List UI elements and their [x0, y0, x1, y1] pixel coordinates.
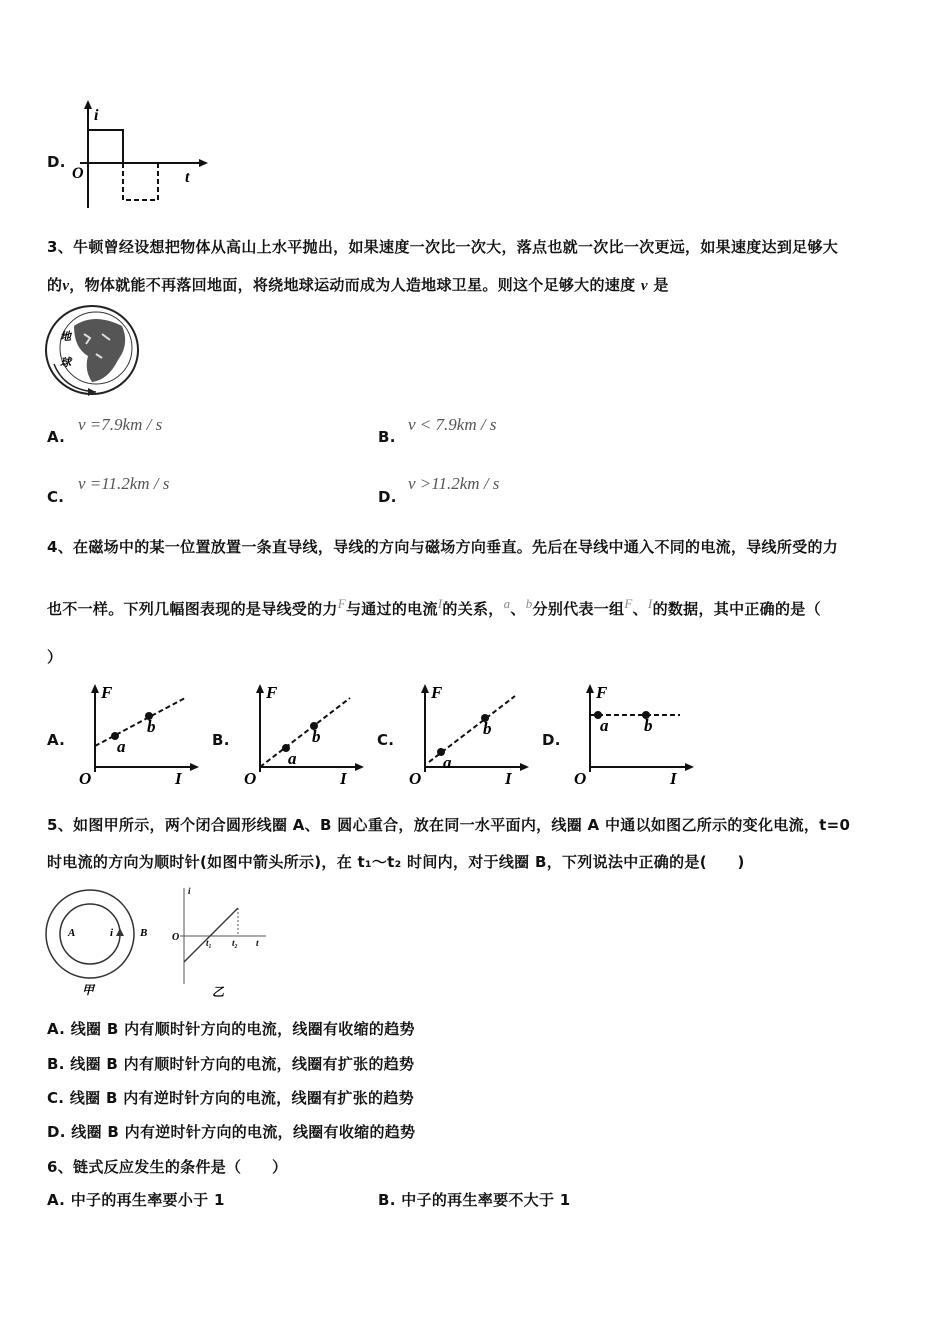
q2-option-d-label: D. — [47, 153, 66, 171]
q3-text-line2: 的v，物体就能不再落回地面，将绕地球运动而成为人造地球卫星。则这个足够大的速度 v 是 — [47, 276, 669, 294]
svg-text:甲: 甲 — [82, 983, 95, 997]
q5-figure-yi — [170, 884, 270, 1000]
axis-label-f: F — [101, 683, 113, 702]
svg-text:A: A — [68, 927, 76, 939]
x-axis-arrow — [355, 763, 364, 771]
q5-figure-jia — [44, 888, 154, 1000]
y-axis-arrow — [421, 684, 429, 693]
q4-graph-a — [75, 682, 205, 787]
y-axis-arrow — [256, 684, 264, 693]
q3-option-b-formula: v < 7.9km / s — [408, 415, 497, 434]
q4-text-line1: 4、在磁场中的某一位置放置一条直导线，导线的方向与磁场方向垂直。先后在导线中通入不同的电流，导线所受的力 — [47, 538, 839, 556]
origin-label: O — [244, 769, 257, 787]
point-b-label: b — [312, 727, 321, 746]
svg-text:t₁: t₁ — [206, 938, 212, 948]
q4-text-line2: 也不一样。下列几幅图表现的是导线受的力F与通过的电流I的关系，a、b分别代表一组F、I的数据，其中正确的是（ — [47, 596, 821, 618]
svg-text:t: t — [256, 938, 259, 948]
point-a-label: a — [600, 716, 609, 735]
q5-text-line2: 时电流的方向为顺时针(如图中箭头所示)，在 t₁～t₂ 时间内，对于线圈 B，下列说法中正确的是( ) — [47, 853, 745, 871]
origin-label: O — [79, 769, 92, 787]
q5-text-line1: 5、如图甲所示，两个闭合圆形线圈 A、B 圆心重合，放在同一水平面内，线圈 A 中通以如图乙所示的变化电流，t=0 — [47, 816, 851, 834]
point-b-label: b — [483, 719, 492, 738]
x-axis-arrow — [190, 763, 199, 771]
y-axis-arrow — [586, 684, 594, 693]
axis-label-i: i — [94, 107, 99, 124]
q3-option-d-label[interactable]: D. — [378, 488, 397, 506]
q3-option-a-formula: v =7.9km / s — [78, 415, 163, 434]
y-axis-arrow — [91, 684, 99, 693]
q3-option-b-label[interactable]: B. — [378, 428, 396, 446]
q4-option-a-label[interactable]: A. — [47, 731, 66, 749]
q2-option-d-graph — [70, 100, 210, 212]
q6-text-line1: 6、链式反应发生的条件是（ ） — [47, 1158, 288, 1176]
svg-text:t₂: t₂ — [232, 938, 238, 948]
q5-option-b[interactable]: B. 线圈 B 内有顺时针方向的电流，线圈有扩张的趋势 — [47, 1055, 415, 1073]
axis-label-i: I — [340, 769, 347, 787]
dashed-line — [260, 698, 350, 767]
origin-label: O — [574, 769, 587, 787]
point-a-label: a — [288, 749, 297, 768]
q4-graph-b — [240, 682, 370, 787]
point-a-label: a — [443, 753, 452, 772]
q4-text-line3: ） — [47, 648, 63, 666]
axis-label-i: I — [670, 769, 677, 787]
q3-option-a-label[interactable]: A. — [47, 428, 66, 446]
svg-text:i: i — [188, 886, 191, 896]
origin-label: O — [72, 165, 84, 182]
q4-option-c-label[interactable]: C. — [377, 731, 395, 749]
x-axis-arrow — [520, 763, 529, 771]
q3-option-d-formula: v >11.2km / s — [408, 474, 500, 493]
point-a-label: a — [117, 737, 126, 756]
q3-option-c-label[interactable]: C. — [47, 488, 65, 506]
svg-text:B: B — [140, 927, 148, 939]
axis-label-f: F — [431, 683, 443, 702]
axis-label-i: I — [175, 769, 182, 787]
svg-text:O: O — [172, 932, 180, 943]
earth-orbit-image — [44, 304, 142, 398]
origin-label: O — [409, 769, 422, 787]
dashed-line — [95, 698, 185, 746]
q4-option-d-label[interactable]: D. — [542, 731, 561, 749]
q3-option-c-formula: v =11.2km / s — [78, 474, 170, 493]
q6-option-a[interactable]: A. 中子的再生率要小于 1 — [47, 1191, 225, 1209]
q5-option-d[interactable]: D. 线圈 B 内有逆时针方向的电流，线圈有收缩的趋势 — [47, 1123, 416, 1141]
axis-label-t: t — [185, 169, 190, 186]
axis-label-f: F — [596, 683, 608, 702]
q4-option-b-label[interactable]: B. — [212, 731, 230, 749]
axis-label-f: F — [266, 683, 278, 702]
svg-text:i: i — [110, 927, 114, 939]
point-b-label: b — [644, 716, 653, 735]
q5-option-c[interactable]: C. 线圈 B 内有逆时针方向的电流，线圈有扩张的趋势 — [47, 1089, 414, 1107]
q4-graph-d — [570, 682, 700, 787]
q6-option-b[interactable]: B. 中子的再生率要不大于 1 — [378, 1191, 571, 1209]
svg-text:地: 地 — [60, 331, 71, 343]
svg-text:球: 球 — [60, 357, 71, 369]
q5-option-a[interactable]: A. 线圈 B 内有顺时针方向的电流，线圈有收缩的趋势 — [47, 1020, 415, 1038]
point-b-label: b — [147, 717, 156, 736]
x-axis-arrow — [685, 763, 694, 771]
q3-text-line1: 3、牛顿曾经设想把物体从高山上水平抛出，如果速度一次比一次大，落点也就一次比一次更远，如果速度达到足够大 — [47, 238, 839, 256]
axis-label-i: I — [505, 769, 512, 787]
q4-graph-c — [405, 682, 535, 787]
svg-text:乙: 乙 — [212, 985, 225, 999]
